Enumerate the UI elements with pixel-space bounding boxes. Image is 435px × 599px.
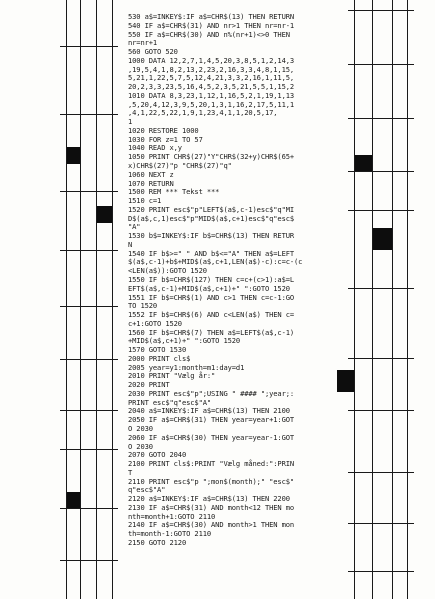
- code-line: 1040 READ x,y: [128, 143, 182, 153]
- code-line: ,5,20,4,12,3,9,5,20,1,3,1,16,2,17,5,11,1: [128, 99, 295, 109]
- code-line: 530 a$=INKEY$:IF a$=CHR$(13) THEN RETURN: [128, 13, 295, 21]
- code-line: 560 GOTO 520: [128, 47, 178, 57]
- grid-line: [60, 250, 118, 251]
- code-line: 2110 PRINT esc$"p ";mon$(month);" "esc$": [128, 476, 295, 486]
- code-line: +MID$(a$,c+1)+" ":GOTO 1520: [128, 336, 241, 346]
- grid-line: [66, 0, 67, 599]
- code-line: 2000 PRINT cls$: [128, 353, 191, 363]
- code-line: 1560 IF b$=CHR$(7) THEN a$=LEFT$(a$,c-1): [128, 327, 295, 337]
- code-line: 550 IF a$=CHR$(30) AND n%(nr+1)<>0 THEN: [128, 29, 290, 39]
- code-line: 2150 GOTO 2120: [128, 537, 187, 547]
- code-line: <LEN(a$)):GOTO 1520: [128, 266, 207, 276]
- code-line: 1010 DATA 8,3,23,1,12,1,16,5,2,1,19,1,13: [128, 90, 295, 100]
- grid-line: [348, 10, 414, 11]
- code-line: 2120 a$=INKEY$:IF a$=CHR$(13) THEN 2200: [128, 494, 290, 504]
- code-line: 2060 IF a$=CHR$(30) THEN year=year-1:GOT: [128, 432, 295, 442]
- code-line: 1000 DATA 12,2,7,1,4,5,20,3,8,5,1,2,14,3: [128, 55, 295, 65]
- grid-filled-cell: [67, 492, 80, 508]
- code-line: ,19,5,4,1,8,2,13,2,23,2,16,3,3,4,8,1,15,: [128, 64, 295, 74]
- basic-code-listing: [128, 13, 362, 548]
- code-line: EFT$(a$,c-1)+MID$(a$,c+1)+" ":GOTO 1520: [128, 283, 290, 293]
- code-line: 1070 RETURN: [128, 178, 174, 188]
- code-line: $(a$,c-1)+b$+MID$(a$,c+1,LEN(a$)-c):c=c-(c: [128, 257, 303, 267]
- code-line: 2010 PRINT "Vælg år:": [128, 371, 216, 381]
- code-line: 1: [128, 117, 133, 127]
- grid-filled-cell: [97, 206, 112, 223]
- grid-filled-cell: [67, 147, 80, 164]
- grid-line: [60, 359, 118, 360]
- grid-line: [60, 410, 118, 411]
- code-line: 1520 PRINT esc$"p"LEFT$(a$,c-1)esc$"q"MI: [128, 204, 295, 214]
- code-line: 1030 FOR z=1 TO 57: [128, 134, 203, 144]
- code-line: 1060 NEXT z: [128, 169, 174, 179]
- code-line: nr=nr+1: [128, 38, 158, 48]
- code-line: 1510 c=1: [128, 196, 162, 206]
- code-line: D$(a$,c,1)esc$"p"MID$(a$,c+1)esc$"q"esc$: [128, 213, 295, 223]
- code-line: 2130 IF a$=CHR$(31) AND month<12 THEN mo: [128, 502, 295, 512]
- grid-line: [80, 0, 81, 599]
- grid-line: [348, 571, 414, 572]
- grid-line: [392, 0, 393, 599]
- code-line: 2050 IF a$=CHR$(31) THEN year=year+1:GOT: [128, 415, 295, 425]
- code-line: 2040 a$=INKEY$:IF a$=CHR$(13) THEN 2100: [128, 406, 290, 416]
- grid-line: [60, 306, 118, 307]
- code-line: ,4,1,22,5,22,1,9,1,23,4,1,1,20,5,17,: [128, 108, 278, 118]
- code-line: x)CHR$(27)"p "CHR$(27)"q": [128, 161, 232, 171]
- code-line: N: [128, 239, 133, 249]
- grid-line: [60, 46, 118, 47]
- code-line: 2030 PRINT esc$"p";USING " #### ";year;:: [128, 388, 295, 398]
- code-line: T: [128, 467, 133, 477]
- code-line: 2020 PRINT: [128, 380, 170, 390]
- code-line: 1552 IF b$=CHR$(6) AND c<LEN(a$) THEN c=: [128, 310, 295, 320]
- grid-line: [112, 0, 113, 599]
- code-line: 1570 GOTO 1530: [128, 345, 187, 355]
- code-line: 5,21,1,22,5,7,5,12,4,21,3,3,2,16,1,11,5,: [128, 73, 295, 83]
- code-line: O 2030: [128, 441, 153, 451]
- code-line: c+1:GOTO 1520: [128, 318, 182, 328]
- code-line: nth=month+1:GOTO 2110: [128, 511, 216, 521]
- code-line: 1551 IF b$=CHR$(1) AND c>1 THEN c=c-1:GO: [128, 292, 295, 302]
- code-line: 1500 REM *** Tekst ***: [128, 187, 220, 197]
- grid-line: [60, 560, 118, 561]
- grid-line: [96, 0, 97, 599]
- grid-line: [60, 449, 118, 450]
- code-line: 1530 b$=INKEY$:IF b$=CHR$(13) THEN RETUR: [128, 231, 295, 241]
- grid-line: [407, 0, 408, 599]
- code-line: 1020 RESTORE 1000: [128, 125, 199, 135]
- code-line: TO 1520: [128, 301, 158, 311]
- grid-filled-cell: [373, 228, 392, 250]
- code-line: 1550 IF b$=CHR$(127) THEN c=c+(c>1):a$=L: [128, 274, 295, 284]
- code-line: PRINT esc$"q"esc$"A": [128, 397, 212, 407]
- code-line: 2070 GOTO 2040: [128, 450, 187, 460]
- grid-line: [60, 191, 118, 192]
- code-line: th=month-1:GOTO 2110: [128, 529, 212, 539]
- code-line: q"esc$"A": [128, 485, 166, 495]
- code-line: 1050 PRINT CHR$(27)"Y"CHR$(32+y)CHR$(65+: [128, 152, 295, 162]
- code-line: "A": [128, 222, 141, 232]
- code-line: 2100 PRINT cls$:PRINT "Vælg måned:":PRIN: [128, 459, 295, 469]
- code-line: 1540 IF b$>=" " AND b$<="A" THEN a$=LEFT: [128, 248, 295, 258]
- grid-line: [372, 0, 373, 599]
- grid-line: [60, 508, 118, 509]
- code-line: 540 IF a$=CHR$(31) AND nr>1 THEN nr=nr-1: [128, 20, 295, 30]
- code-line: 20,2,3,3,23,5,16,4,5,2,3,5,21,5,5,1,15,2: [128, 82, 295, 92]
- grid-line: [60, 114, 118, 115]
- code-line: O 2030: [128, 423, 153, 433]
- code-line: 2005 year=y1:month=m1:day=d1: [128, 362, 245, 372]
- code-line: 2140 IF a$=CHR$(30) AND month>1 THEN mon: [128, 520, 295, 530]
